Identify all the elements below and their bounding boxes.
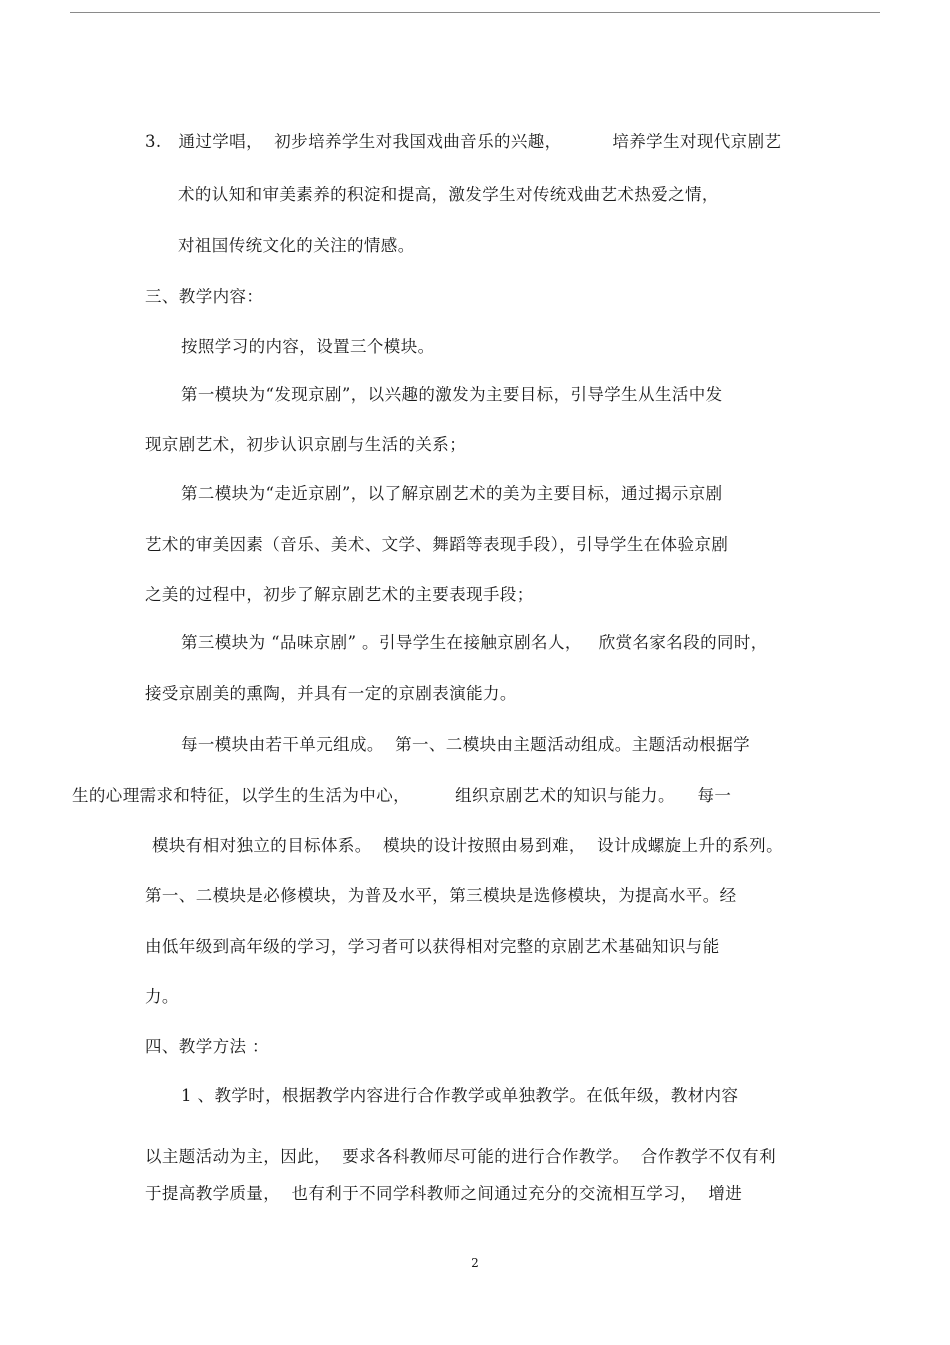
body-line: 第三模块为 “品味京剧” 。引导学生在接触京剧名人， 欣赏名家名段的同时， — [181, 633, 768, 652]
body-line: 第一、二模块是必修模块，为普及水平，第三模块是选修模块，为提高水平。经 — [145, 886, 737, 905]
body-line: 3. 通过学唱， 初步培养学生对我国戏曲音乐的兴趣， 培养学生对现代京剧艺 — [145, 132, 782, 151]
body-line: 艺术的审美因素（音乐、美术、文学、舞蹈等表现手段），引导学生在体验京剧 — [145, 535, 729, 554]
body-line: 按照学习的内容，设置三个模块。 — [181, 337, 435, 356]
page-number: 2 — [471, 1256, 479, 1270]
body-line: 对祖国传统文化的关注的情感。 — [178, 236, 415, 255]
section-heading: 四、教学方法 ： — [145, 1037, 269, 1056]
body-line: 模块有相对独立的目标体系。 模块的设计按照由易到难， 设计成螺旋上升的系列。 — [152, 836, 783, 855]
body-line: 第一模块为“发现京剧”，以兴趣的激发为主要目标，引导学生从生活中发 — [181, 385, 723, 404]
body-line: 以主题活动为主，因此， 要求各科教师尽可能的进行合作教学。 合作教学不仅有利 — [145, 1147, 776, 1166]
body-line: 于提高教学质量， 也有利于不同学科教师之间通过充分的交流相互学习， 增进 — [145, 1184, 743, 1203]
header-rule — [70, 12, 880, 13]
section-heading: 三、教学内容： — [145, 287, 264, 306]
body-line: 生的心理需求和特征，以学生的生活为中心， 组织京剧艺术的知识与能力。 每一 — [72, 786, 732, 805]
body-line: 由低年级到高年级的学习，学习者可以获得相对完整的京剧艺术基础知识与能 — [145, 937, 720, 956]
body-line: 1 、教学时，根据教学内容进行合作教学或单独教学。在低年级，教材内容 — [181, 1086, 739, 1105]
body-line: 现京剧艺术，初步认识京剧与生活的关系； — [145, 435, 467, 454]
body-line: 第二模块为“走近京剧”，以了解京剧艺术的美为主要目标，通过揭示京剧 — [181, 484, 723, 503]
body-line: 每一模块由若干单元组成。 第一、二模块由主题活动组成。主题活动根据学 — [181, 735, 750, 754]
body-line: 力。 — [145, 987, 179, 1006]
body-line: 术的认知和审美素养的积淀和提高，激发学生对传统戏曲艺术热爱之情， — [178, 185, 719, 204]
body-line: 接受京剧美的熏陶，并具有一定的京剧表演能力。 — [145, 684, 517, 703]
body-line: 之美的过程中，初步了解京剧艺术的主要表现手段； — [145, 585, 534, 604]
